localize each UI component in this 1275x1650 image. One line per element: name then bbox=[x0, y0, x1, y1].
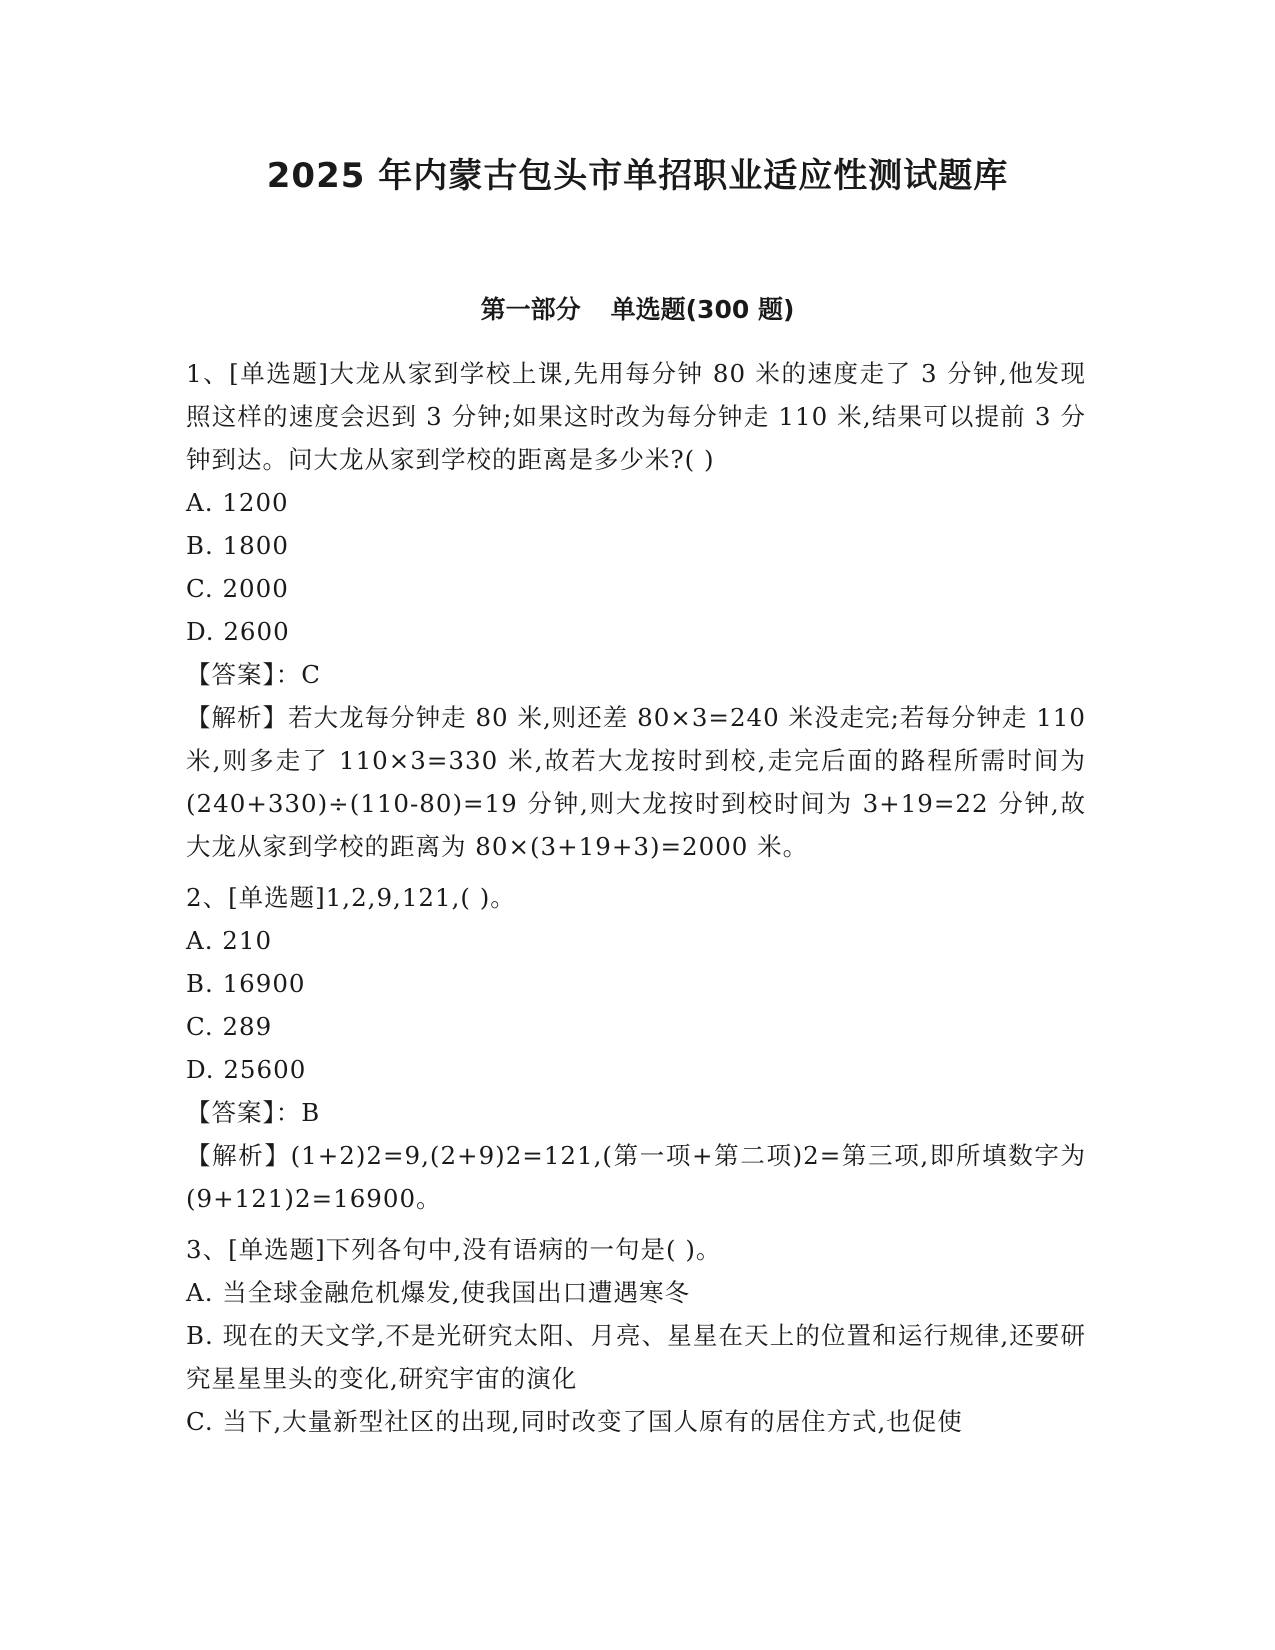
option-d: D. 2600 bbox=[186, 617, 290, 646]
question-3 bbox=[186, 1228, 1086, 1443]
option-c: C. 289 bbox=[186, 1012, 273, 1041]
answer-value: B bbox=[301, 1098, 321, 1127]
explanation-text: (1+2)2=9,(2+9)2=121,(第一项+第二项)2=第三项,即所填数字为(9+121)2=16900。 bbox=[186, 1141, 1086, 1213]
question-stem: 3、[单选题]下列各句中,没有语病的一句是( )。 bbox=[186, 1235, 722, 1264]
answer-label: 【答案】： bbox=[186, 1098, 302, 1127]
option-b: B. 现在的天文学,不是光研究太阳、月亮、星星在天上的位置和运行规律,还要研究星星里头的变化,研究宇宙的演化 bbox=[186, 1321, 1086, 1393]
explanation-line bbox=[186, 1134, 1086, 1220]
option-a: A. 当全球金融危机爆发,使我国出口遭遇寒冬 bbox=[186, 1278, 691, 1307]
explanation-text: 若大龙每分钟走 80 米,则还差 80×3=240 米没走完;若每分钟走 110 米,则多走了 110×3=330 米,故若大龙按时到校,走完后面的路程所需时间为(240+330)÷(110-80)=19 分钟,则大龙按时到校时间为 3+19=22 分钟,故大龙从家到学校的距离为 80×(3+19+3)=2000 米。 bbox=[186, 703, 1086, 861]
section-name: 单选题(300 题) bbox=[610, 295, 795, 324]
option-c: C. 当下,大量新型社区的出现,同时改变了国人原有的居住方式,也促使 bbox=[186, 1407, 963, 1436]
question-1 bbox=[186, 352, 1086, 868]
answer-label: 【答案】： bbox=[186, 660, 302, 689]
section-heading bbox=[0, 290, 1275, 326]
question-stem: 2、[单选题]1,2,9,121,( )。 bbox=[186, 883, 516, 912]
option-b: B. 16900 bbox=[186, 969, 306, 998]
answer-value: C bbox=[301, 660, 321, 689]
question-stem: 1、[单选题]大龙从家到学校上课,先用每分钟 80 米的速度走了 3 分钟,他发现照这样的速度会迟到 3 分钟;如果这时改为每分钟走 110 米,结果可以提前 3 分钟到达。问大龙从家到学校的距离是多少米?( ) bbox=[186, 359, 1086, 474]
question-list bbox=[186, 352, 1086, 1451]
option-a: A. 210 bbox=[186, 926, 273, 955]
answer-line bbox=[186, 653, 1086, 696]
document-title: 2025 年内蒙古包头市单招职业适应性测试题库 bbox=[266, 156, 1009, 196]
option-b: B. 1800 bbox=[186, 531, 289, 560]
section-part: 第一部分 bbox=[480, 295, 581, 324]
option-c: C. 2000 bbox=[186, 574, 289, 603]
explanation-label: 【解析】 bbox=[186, 1141, 291, 1170]
option-d: D. 25600 bbox=[186, 1055, 307, 1084]
explanation-line bbox=[186, 696, 1086, 868]
answer-line bbox=[186, 1091, 1086, 1134]
question-2 bbox=[186, 876, 1086, 1220]
explanation-label: 【解析】 bbox=[186, 703, 289, 732]
option-a: A. 1200 bbox=[186, 488, 289, 517]
